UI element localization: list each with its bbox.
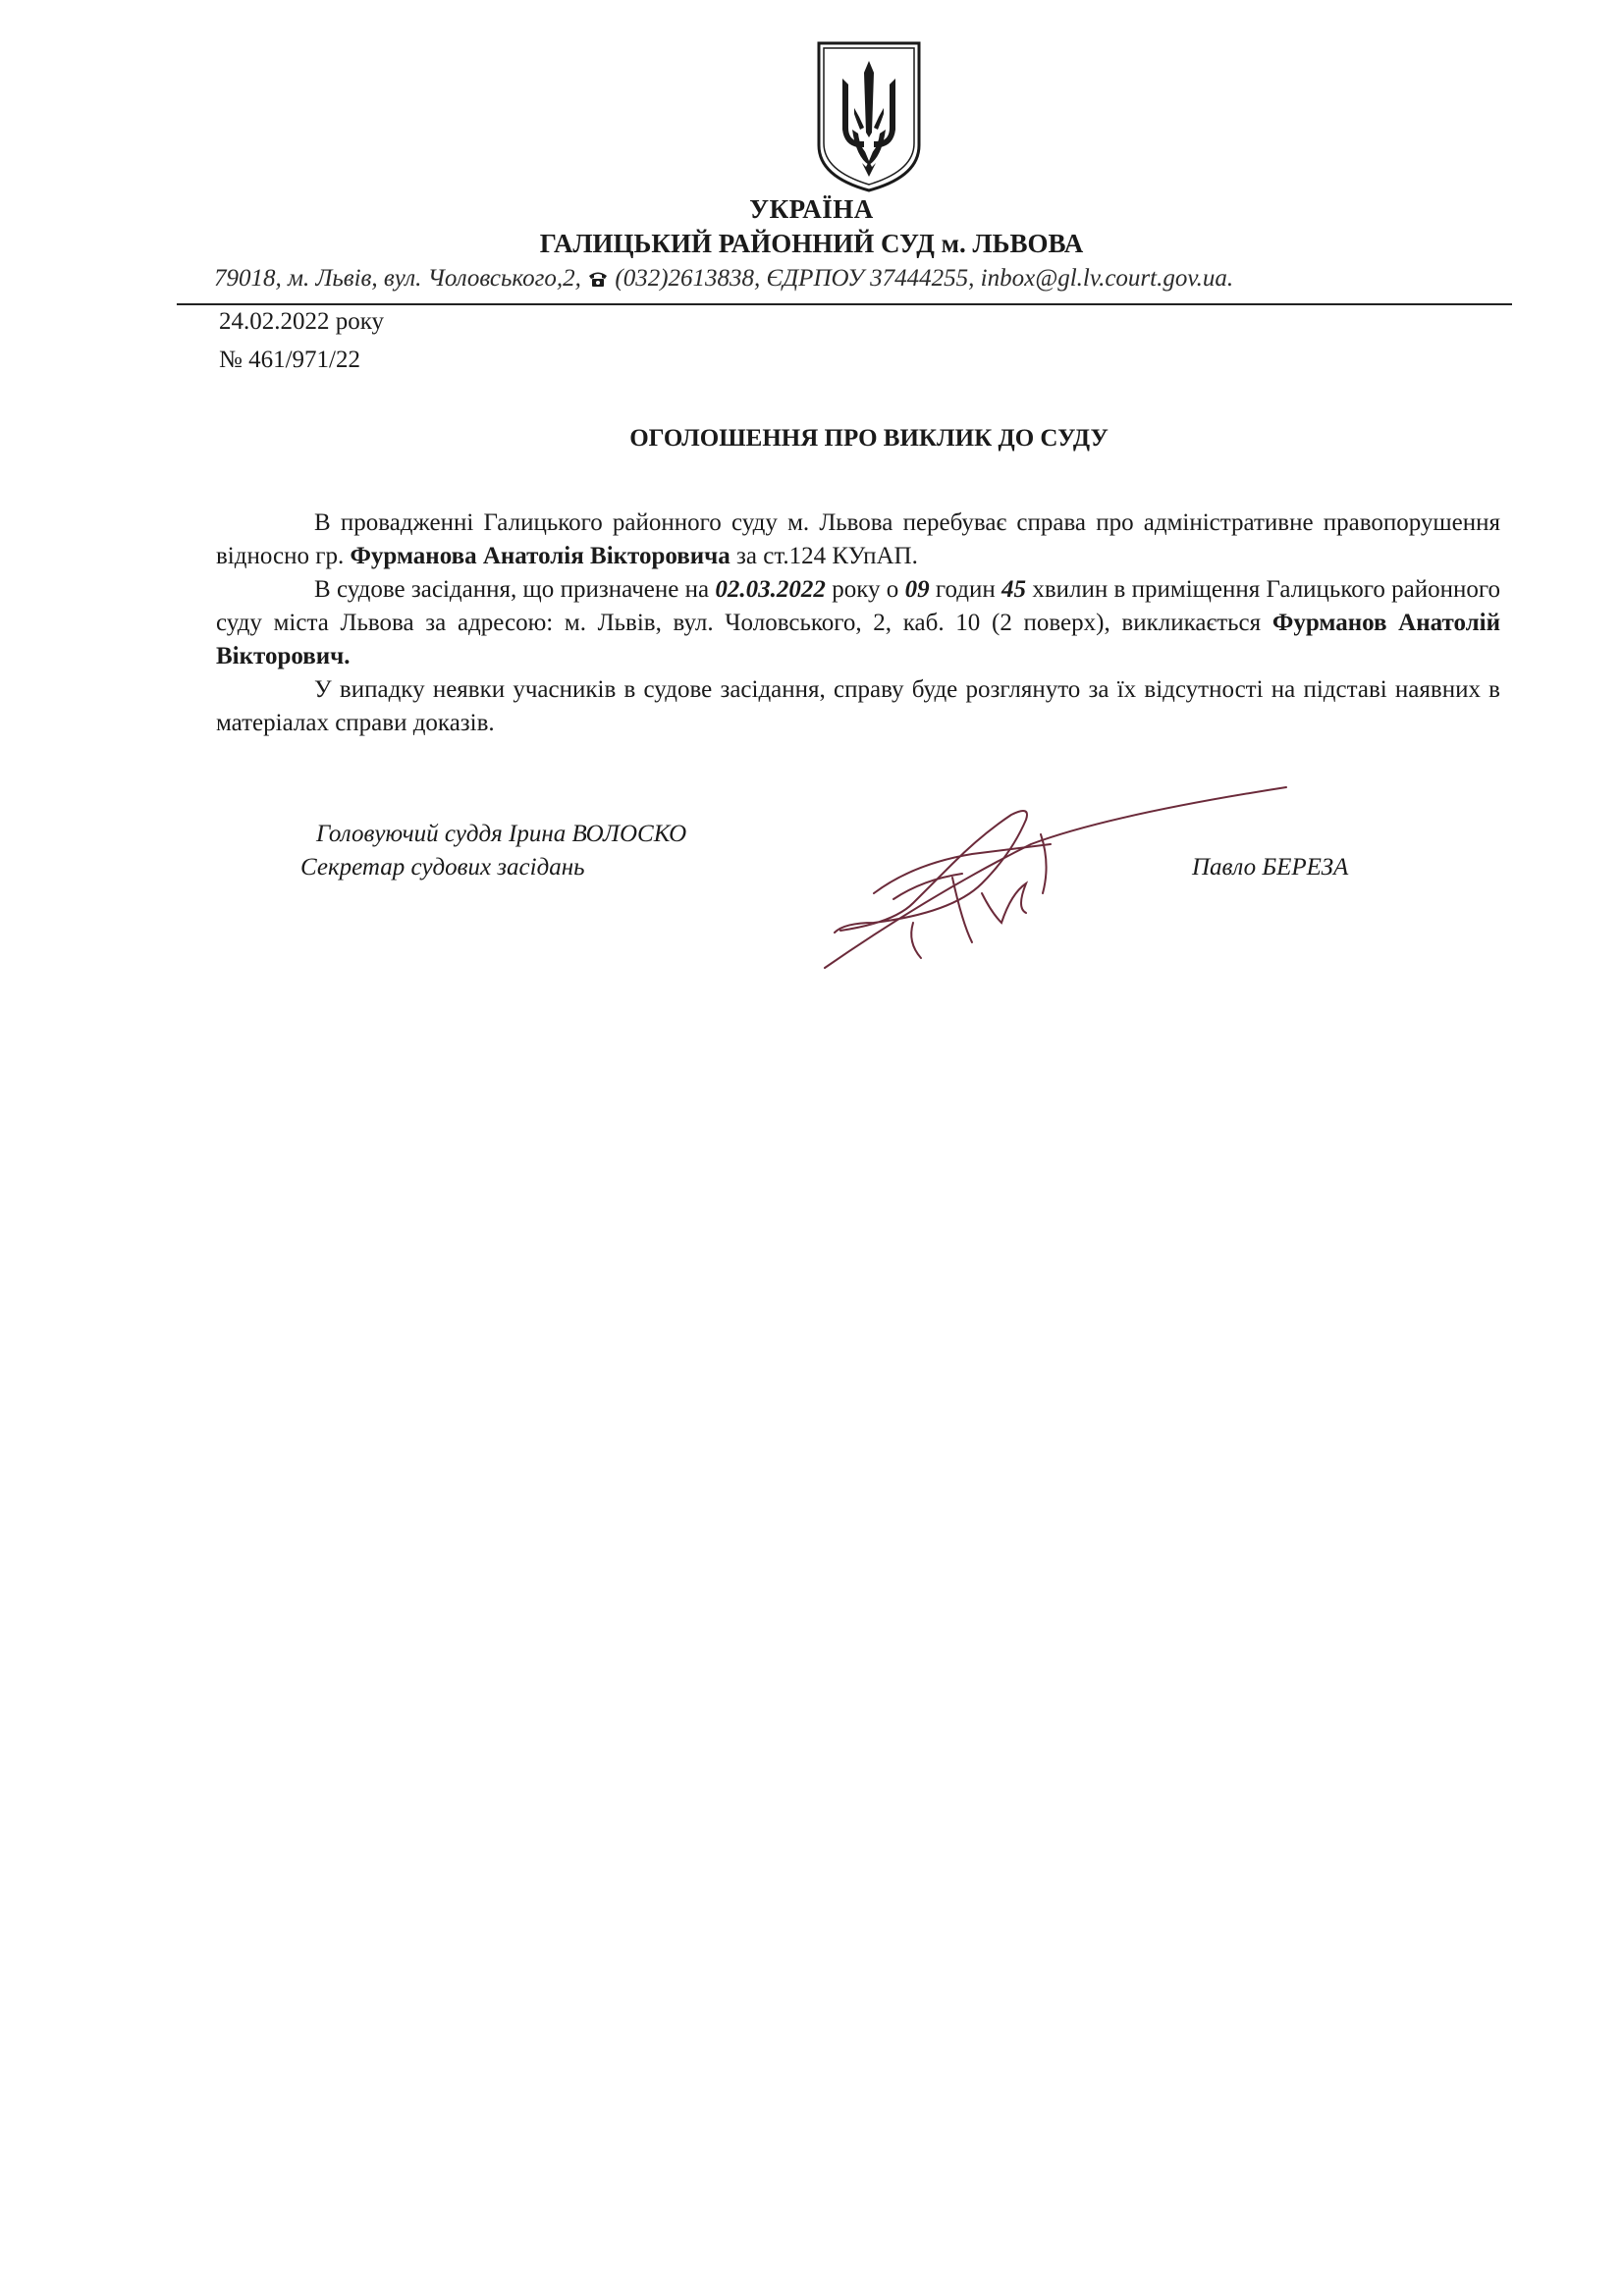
court-address: 79018, м. Львів, вул. Чоловського,2, bbox=[214, 265, 588, 292]
defendant-name: Фурманова Анатолія Вікторовича bbox=[350, 543, 730, 569]
coat-of-arms-emblem bbox=[815, 39, 923, 194]
hearing-hours: 09 bbox=[904, 576, 930, 603]
summoned-person: Фурманов Анатолій Вікторович. bbox=[216, 610, 1500, 669]
handwritten-signature bbox=[815, 775, 1296, 972]
paragraph-summons: В судове засідання, що призначене на 02.03.2022 року о 09 годин 45 хвилин в приміщення Галицького районного суду міста Львова за адресою: м. Львів, вул. Чоловського, 2, каб. 10 (2 поверх), викликається Фурманов Анатолій Вікторович. bbox=[216, 576, 1500, 669]
paragraph-absence-notice: У випадку неявки учасників в судове засідання, справу буде розглянуто за їх відсутності на підставі наявних в матеріалах справи доказів. bbox=[216, 676, 1500, 736]
hearing-date: 02.03.2022 bbox=[715, 576, 826, 603]
court-name-heading: ГАЛИЦЬКИЙ РАЙОННИЙ СУД м. ЛЬВОВА bbox=[539, 229, 1084, 258]
telephone-icon bbox=[587, 270, 609, 288]
secretary-name: Павло БЕРЕЗА bbox=[1192, 854, 1349, 881]
court-phone-registry-email: (032)2613838, ЄДРПОУ 37444255, inbox@gl.lv.court.gov.ua. bbox=[609, 265, 1234, 292]
presiding-judge: Головуючий суддя Ірина ВОЛОСКО bbox=[316, 821, 687, 847]
document-body bbox=[216, 507, 1500, 740]
header-divider bbox=[177, 303, 1512, 305]
paragraph-case-info: В провадженні Галицького районного суду м. Львова перебуває справа про адміністративне правопорушення відносно гр. Фурманова Анатолія Вікторовича за ст.124 КУпАП. bbox=[216, 509, 1500, 569]
hearing-minutes: 45 bbox=[1001, 576, 1027, 603]
secretary-role: Секретар судових засідань bbox=[300, 854, 585, 881]
court-contacts bbox=[214, 265, 1481, 293]
case-number: № 461/971/22 bbox=[219, 347, 360, 373]
document-title: ОГОЛОШЕННЯ ПРО ВИКЛИК ДО СУДУ bbox=[629, 425, 1109, 452]
document-date: 24.02.2022 року bbox=[219, 308, 385, 335]
country-heading: УКРАЇНА bbox=[749, 194, 874, 224]
